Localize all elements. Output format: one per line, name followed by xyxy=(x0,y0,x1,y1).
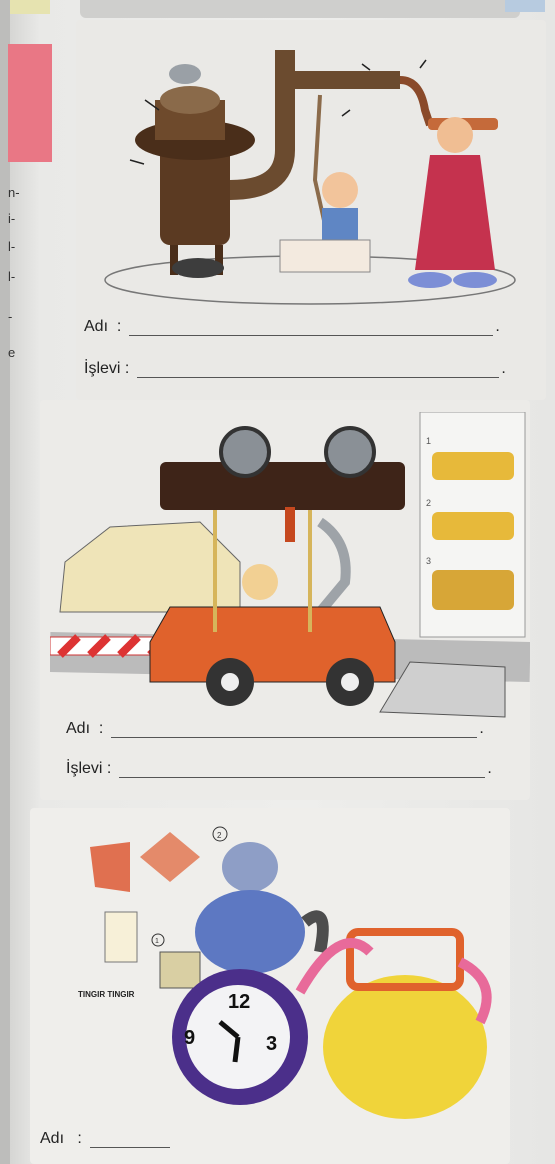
stove-machine-illustration xyxy=(100,40,520,310)
chart-step-label: 3 xyxy=(426,556,432,566)
margin-fragment: - xyxy=(8,309,13,324)
function-label: İşlevi xyxy=(66,760,103,777)
colon: : xyxy=(64,1130,82,1147)
sound-text: TINGIR TINGIR xyxy=(78,990,135,999)
section-3-name-field[interactable] xyxy=(40,1130,170,1148)
clock-number: 9 xyxy=(184,1027,196,1049)
answer-line[interactable] xyxy=(90,1133,170,1148)
margin-fragment: l- xyxy=(8,239,16,254)
line-end-dot: . xyxy=(479,720,484,737)
name-label: Adı xyxy=(66,720,91,737)
section-2-name-field[interactable] xyxy=(66,720,484,738)
section-1-function-field[interactable] xyxy=(84,360,506,378)
margin-fragment: e xyxy=(8,345,16,360)
function-label: İşlevi xyxy=(84,360,121,377)
margin-fragment: i- xyxy=(8,211,16,226)
line-end-dot: . xyxy=(487,760,492,777)
answer-line[interactable] xyxy=(137,363,499,378)
line-end-dot: . xyxy=(501,360,506,377)
answer-line[interactable] xyxy=(111,723,477,738)
step-label: 1 xyxy=(155,938,159,945)
answer-line[interactable] xyxy=(129,321,493,336)
step-label: 2 xyxy=(217,831,222,840)
margin-fragment: l- xyxy=(8,269,16,284)
section-2-function-field[interactable] xyxy=(66,760,492,778)
page-gutter xyxy=(0,0,10,1164)
line-end-dot: . xyxy=(495,318,500,335)
section-1-name-field[interactable] xyxy=(84,318,500,336)
colon: : xyxy=(102,760,112,777)
pink-marker xyxy=(8,44,52,162)
car-machine-illustration xyxy=(50,412,530,722)
colon: : xyxy=(108,318,122,335)
chart-step-label: 2 xyxy=(426,498,432,508)
name-label: Adı xyxy=(40,1130,65,1147)
colon: : xyxy=(90,720,104,737)
clock-number: 3 xyxy=(266,1033,278,1055)
clock-number: 12 xyxy=(228,991,251,1013)
alarm-clock-machine-illustration xyxy=(70,812,510,1122)
margin-fragment: n- xyxy=(8,185,20,200)
top-right-tab xyxy=(505,0,545,12)
chart-step-label: 1 xyxy=(426,436,432,446)
answer-line[interactable] xyxy=(119,763,485,778)
top-left-tab xyxy=(10,0,50,14)
colon: : xyxy=(120,360,130,377)
name-label: Adı xyxy=(84,318,109,335)
header-band xyxy=(80,0,520,18)
